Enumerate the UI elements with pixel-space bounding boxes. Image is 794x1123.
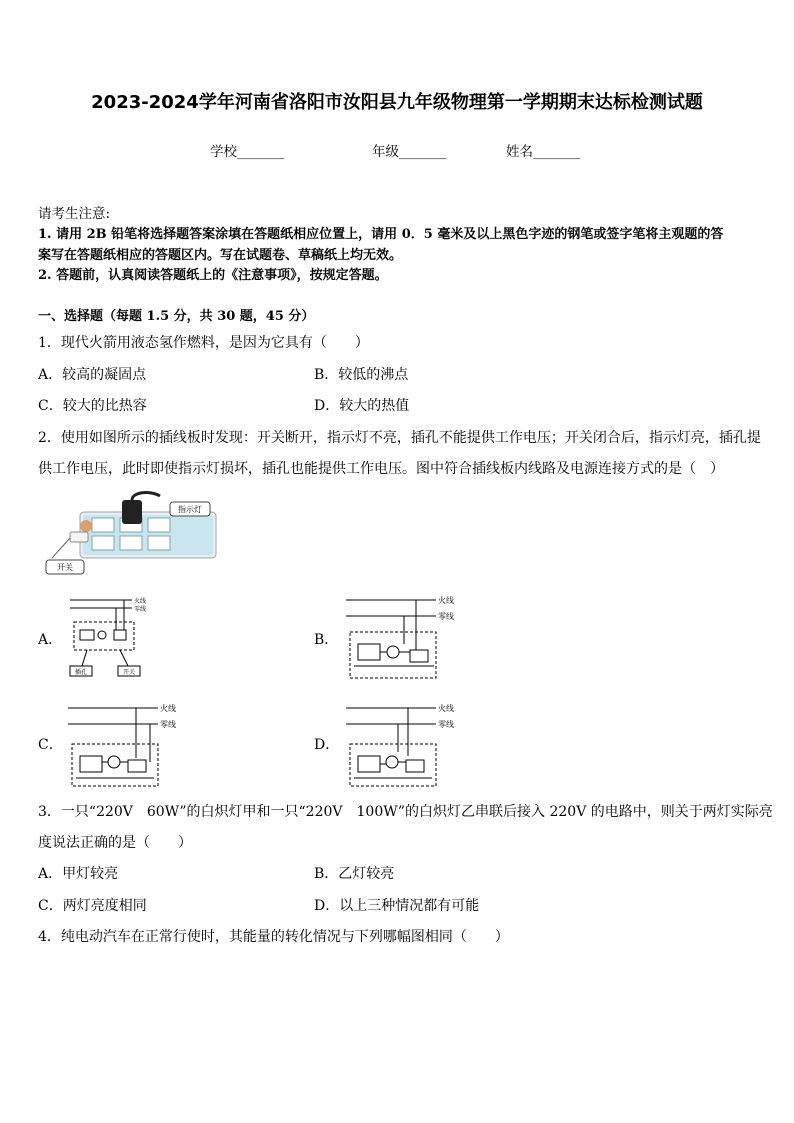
- switch-label: 开关: [122, 669, 136, 676]
- q1-option-d: D．较大的热值: [314, 398, 410, 414]
- socket-label: 插孔: [74, 669, 88, 676]
- notice-line-2: 2. 答题前，认真阅读答题纸上的《注意事项》，按规定答题。: [38, 268, 388, 283]
- indicator-callout: 指示灯: [178, 505, 202, 514]
- live-wire-label: 火线: [134, 598, 147, 605]
- page-title: 2023-2024学年河南省洛阳市汝阳县九年级物理第一学期期末达标检测试题: [91, 92, 703, 113]
- neutral-wire-label: 零线: [160, 720, 176, 729]
- notice-line-1a: 1. 请用 2B 铅笔将选择题答案涂填在答题纸相应位置上，请用 0．5 毫米及以上黑色字迹的钢笔或签字笔将主观题的答: [38, 227, 724, 242]
- notice-heading: 请考生注意:: [38, 206, 111, 222]
- q2-stem-line1: 2．使用如图所示的插线板时发现：开关断开，指示灯不亮，插孔不能提供工作电压；开关闭合后，指示灯亮，插孔提: [38, 430, 761, 446]
- q1-option-b: B．较低的沸点: [314, 367, 409, 383]
- neutral-wire-label: 零线: [438, 612, 454, 621]
- q2-option-b: B．: [314, 632, 339, 648]
- q1-option-a: A．较高的凝固点: [38, 367, 147, 383]
- q3-option-c: C．两灯亮度相同: [38, 898, 147, 914]
- q2-option-c: C．: [38, 737, 63, 753]
- grade-field: 年级_______: [372, 144, 447, 160]
- power-strip-photo: [40, 488, 220, 583]
- q2-stem-line2: 供工作电压，此时即使指示灯损坏，插孔也能提供工作电压。图中符合插线板内线路及电源连接方式的是（ ）: [38, 461, 724, 477]
- q3-option-b: B．乙灯较亮: [314, 866, 395, 882]
- school-field: 学校_______: [210, 144, 285, 160]
- neutral-wire-label: 零线: [134, 606, 147, 613]
- neutral-wire-label: 零线: [438, 720, 454, 729]
- live-wire-label: 火线: [438, 704, 454, 713]
- q3-option-a: A．甲灯较亮: [38, 866, 119, 882]
- switch-callout: 开关: [57, 563, 73, 572]
- q1-stem: 1．现代火箭用液态氢作燃料，是因为它具有（ ）: [38, 335, 369, 351]
- live-wire-label: 火线: [438, 596, 454, 605]
- circuit-diagram-d: [344, 700, 464, 790]
- q3-option-d: D．以上三种情况都有可能: [314, 898, 480, 914]
- q2-option-a: A．: [38, 632, 63, 648]
- live-wire-label: 火线: [160, 704, 176, 713]
- q3-stem-line2: 度说法正确的是（ ）: [38, 835, 192, 851]
- q2-option-d: D．: [314, 737, 340, 753]
- name-field: 姓名_______: [506, 144, 581, 160]
- notice-line-1b: 案写在答题纸相应的答题区内。写在试题卷、草稿纸上均无效。: [38, 248, 403, 263]
- circuit-diagram-b: [344, 592, 464, 682]
- q1-option-c: C．较大的比热容: [38, 398, 147, 414]
- circuit-diagram-c: [66, 700, 186, 790]
- circuit-diagram-a: [66, 594, 176, 680]
- q3-stem-line1: 3．一只“220V 60W”的白炽灯甲和一只“220V 100W”的白炽灯乙串联后接入 220V 的电路中，则关于两灯实际亮: [38, 804, 773, 820]
- q4-stem: 4．纯电动汽车在正常行使时，其能量的转化情况与下列哪幅图相同（ ）: [38, 929, 509, 945]
- section-heading: 一、选择题（每题 1.5 分，共 30 题，45 分）: [38, 309, 315, 324]
